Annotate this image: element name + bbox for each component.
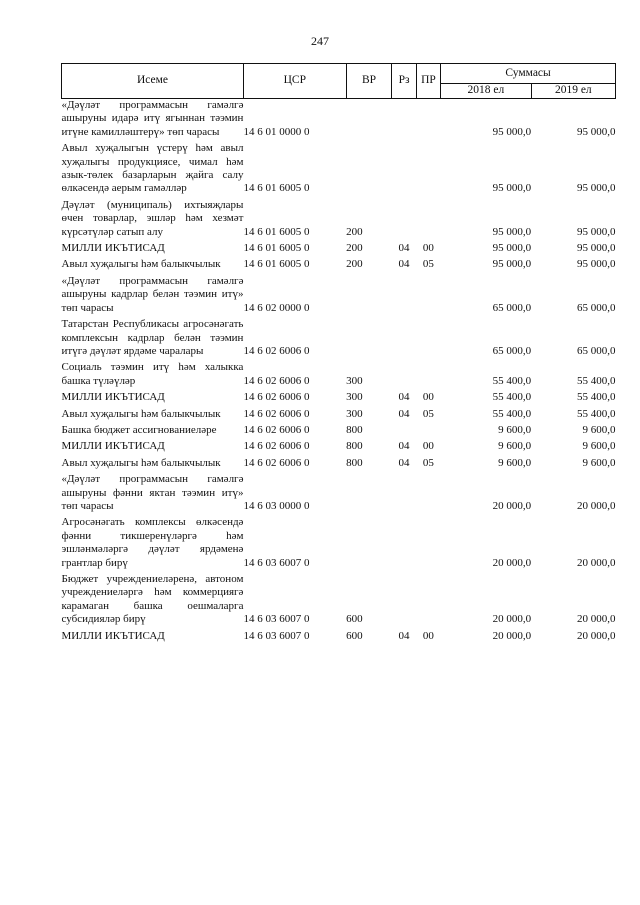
row-amount-2018: 20 000,0 — [492, 629, 532, 642]
row-pr — [416, 473, 440, 516]
row-amount-2019: 20 000,0 — [577, 499, 616, 512]
row-vr: 800 — [346, 440, 363, 453]
row-rz: 04 — [398, 456, 410, 469]
table-row — [62, 242, 616, 258]
header-pr: ПР — [416, 64, 440, 99]
header-2018: 2018 ел — [441, 84, 531, 99]
row-vr — [346, 142, 392, 199]
row-rz — [392, 424, 416, 440]
row-pr — [416, 516, 440, 573]
row-amount-2019: 95 000,0 — [577, 242, 616, 255]
row-rz — [392, 473, 416, 516]
row-amount-2019: 9 600,0 — [582, 423, 616, 436]
table-row — [62, 630, 616, 646]
row-pr: 05 — [422, 258, 434, 271]
header-sums: Суммасы — [441, 64, 616, 84]
row-amount-2019: 55 400,0 — [577, 391, 616, 404]
table-row — [62, 199, 616, 242]
row-amount-2018: 9 600,0 — [498, 440, 532, 453]
row-name: Татарстан Республикасы агросәнәгать комплексын кадрлар белән тәэмин итүгә дәүләт ярдәме чаралары — [61, 318, 244, 357]
row-name: МИЛЛИ ИКЪТИСАД — [61, 391, 165, 404]
row-vr: 200 — [346, 258, 363, 271]
row-name: Бюджет учреждениеләренә, автоном учреждениеләргә һәм коммерциягә карамаган башка оешмаларга субсидияләр бирү — [61, 573, 244, 626]
row-name: «Дәүләт программасын гамәлгә ашыруны фәнни яктан тәэмин итү» төп чарасы — [61, 473, 244, 512]
row-pr — [416, 275, 440, 318]
row-amount-2018: 95 000,0 — [492, 242, 532, 255]
row-vr: 600 — [346, 629, 363, 642]
row-pr — [416, 142, 440, 199]
row-name: Авыл хуҗалыгын үстерү һәм авыл хуҗалыгы продукциясе, чимал һәм азык-төлек базарларын җайга салу өлкәсендә аерым гамәлләр — [61, 142, 244, 195]
row-amount-2019: 95 000,0 — [577, 125, 616, 138]
row-vr: 300 — [346, 374, 363, 387]
row-amount-2019: 20 000,0 — [577, 613, 616, 626]
table-row — [62, 573, 616, 630]
table-row — [62, 516, 616, 573]
row-pr — [416, 318, 440, 361]
row-csr: 14 6 02 6006 0 — [243, 374, 310, 387]
budget-table — [61, 63, 616, 646]
row-amount-2018: 55 400,0 — [492, 407, 532, 420]
row-amount-2018: 9 600,0 — [498, 423, 532, 436]
row-csr: 14 6 02 6006 0 — [243, 391, 310, 404]
row-csr: 14 6 01 6005 0 — [243, 225, 310, 238]
table-row — [62, 275, 616, 318]
row-rz — [392, 573, 416, 630]
table-row — [62, 361, 616, 391]
row-csr: 14 6 03 6007 0 — [243, 629, 310, 642]
row-rz: 04 — [398, 407, 410, 420]
row-csr: 14 6 03 6007 0 — [243, 613, 310, 626]
row-pr: 05 — [422, 407, 434, 420]
row-vr: 600 — [346, 613, 363, 626]
row-csr: 14 6 01 0000 0 — [243, 125, 310, 138]
row-csr: 14 6 02 6006 0 — [243, 456, 310, 469]
row-rz — [392, 99, 416, 143]
table-row — [62, 473, 616, 516]
row-amount-2018: 55 400,0 — [492, 374, 532, 387]
header-csr: ЦСР — [243, 64, 346, 99]
row-rz — [392, 361, 416, 391]
row-pr: 00 — [422, 242, 434, 255]
table-row — [62, 424, 616, 440]
row-csr: 14 6 02 6006 0 — [243, 440, 310, 453]
row-csr: 14 6 03 6007 0 — [243, 556, 310, 569]
row-rz: 04 — [398, 629, 410, 642]
row-name: Башка бюджет ассигнованиеләре — [61, 423, 217, 436]
row-amount-2019: 9 600,0 — [582, 456, 616, 469]
row-pr — [416, 199, 440, 242]
row-csr: 14 6 01 6005 0 — [243, 258, 310, 271]
row-name: Авыл хуҗалыгы һәм балыкчылык — [61, 407, 221, 420]
row-rz: 04 — [398, 391, 410, 404]
row-amount-2019: 95 000,0 — [577, 182, 616, 195]
row-name: Социаль тәэмин итү һәм халыкка башка түләүләр — [61, 361, 244, 387]
row-pr: 00 — [422, 629, 434, 642]
row-amount-2018: 65 000,0 — [492, 344, 532, 357]
row-csr: 14 6 01 6005 0 — [243, 182, 310, 195]
header-vr: ВР — [346, 64, 392, 99]
table-row — [62, 440, 616, 456]
row-amount-2018: 95 000,0 — [492, 225, 532, 238]
row-amount-2019: 65 000,0 — [577, 301, 616, 314]
header-2019: 2019 ел — [531, 84, 615, 99]
row-vr: 300 — [346, 391, 363, 404]
row-amount-2018: 55 400,0 — [492, 391, 532, 404]
table-body — [62, 99, 616, 647]
header-rz: Рз — [392, 64, 416, 99]
row-vr — [346, 275, 392, 318]
row-amount-2018: 95 000,0 — [492, 182, 532, 195]
row-rz: 04 — [398, 242, 410, 255]
row-rz — [392, 142, 416, 199]
row-amount-2018: 95 000,0 — [492, 258, 532, 271]
table-row — [62, 258, 616, 274]
row-name: «Дәүләт программасын гамәлгә ашыруны идарә итү ягыннан тәэмин итүне камилләштерү» төп чарасы — [61, 99, 244, 138]
header-name: Исеме — [62, 64, 244, 99]
row-name: Агросәнәгать комплексы өлкәсендә фәнни тикшеренүләргә һәм эшләнмәләргә дәүләт ярдәменә грантлар бирү — [61, 516, 244, 569]
row-pr — [416, 573, 440, 630]
row-pr: 00 — [422, 440, 434, 453]
row-name: МИЛЛИ ИКЪТИСАД — [61, 242, 165, 255]
table-row — [62, 391, 616, 407]
row-pr — [416, 99, 440, 143]
table-row — [62, 457, 616, 473]
table-header — [62, 64, 616, 99]
row-amount-2019: 9 600,0 — [582, 440, 616, 453]
row-amount-2019: 65 000,0 — [577, 344, 616, 357]
table-row — [62, 318, 616, 361]
row-vr — [346, 473, 392, 516]
row-amount-2019: 55 400,0 — [577, 407, 616, 420]
row-vr: 800 — [346, 456, 363, 469]
table-row — [62, 142, 616, 199]
row-name: «Дәүләт программасын гамәлгә ашыруны кадрлар белән тәэмин итү» төп чарасы — [61, 274, 244, 314]
row-rz: 04 — [398, 258, 410, 271]
row-rz — [392, 516, 416, 573]
table-row — [62, 408, 616, 424]
row-amount-2018: 20 000,0 — [492, 613, 532, 626]
row-amount-2019: 95 000,0 — [577, 225, 616, 238]
row-rz — [392, 275, 416, 318]
row-name: Дәүләт (муниципаль) ихтыяҗлары өчен товарлар, эшләр һәм хезмәт күрсәтүләр сатып алу — [61, 198, 244, 238]
row-vr — [346, 318, 392, 361]
row-vr: 800 — [346, 423, 363, 436]
row-vr: 200 — [346, 242, 363, 255]
row-name: Авыл хуҗалыгы һәм балыкчылык — [61, 258, 221, 271]
row-name: МИЛЛИ ИКЪТИСАД — [61, 629, 165, 642]
row-pr — [416, 361, 440, 391]
row-csr: 14 6 02 6006 0 — [243, 344, 310, 357]
row-vr — [346, 516, 392, 573]
row-csr: 14 6 02 6006 0 — [243, 407, 310, 420]
row-amount-2019: 20 000,0 — [577, 629, 616, 642]
row-amount-2018: 65 000,0 — [492, 301, 532, 314]
page-number: 247 — [311, 34, 329, 48]
row-vr: 200 — [346, 225, 363, 238]
row-name: Авыл хуҗалыгы һәм балыкчылык — [61, 456, 221, 469]
row-name: МИЛЛИ ИКЪТИСАД — [61, 440, 165, 453]
row-vr — [346, 99, 392, 143]
row-amount-2019: 55 400,0 — [577, 374, 616, 387]
row-rz — [392, 318, 416, 361]
row-pr: 00 — [422, 391, 434, 404]
row-amount-2018: 9 600,0 — [498, 456, 532, 469]
row-amount-2019: 95 000,0 — [577, 258, 616, 271]
row-amount-2018: 20 000,0 — [492, 556, 532, 569]
row-amount-2018: 20 000,0 — [492, 499, 532, 512]
row-csr: 14 6 01 6005 0 — [243, 242, 310, 255]
row-vr: 300 — [346, 407, 363, 420]
row-csr: 14 6 03 0000 0 — [243, 499, 310, 512]
table-row — [62, 99, 616, 143]
row-csr: 14 6 02 0000 0 — [243, 301, 310, 314]
row-pr: 05 — [422, 456, 434, 469]
row-rz: 04 — [398, 440, 410, 453]
row-rz — [392, 199, 416, 242]
row-csr: 14 6 02 6006 0 — [243, 423, 310, 436]
row-pr — [416, 424, 440, 440]
row-amount-2019: 20 000,0 — [577, 556, 616, 569]
row-amount-2018: 95 000,0 — [492, 125, 532, 138]
